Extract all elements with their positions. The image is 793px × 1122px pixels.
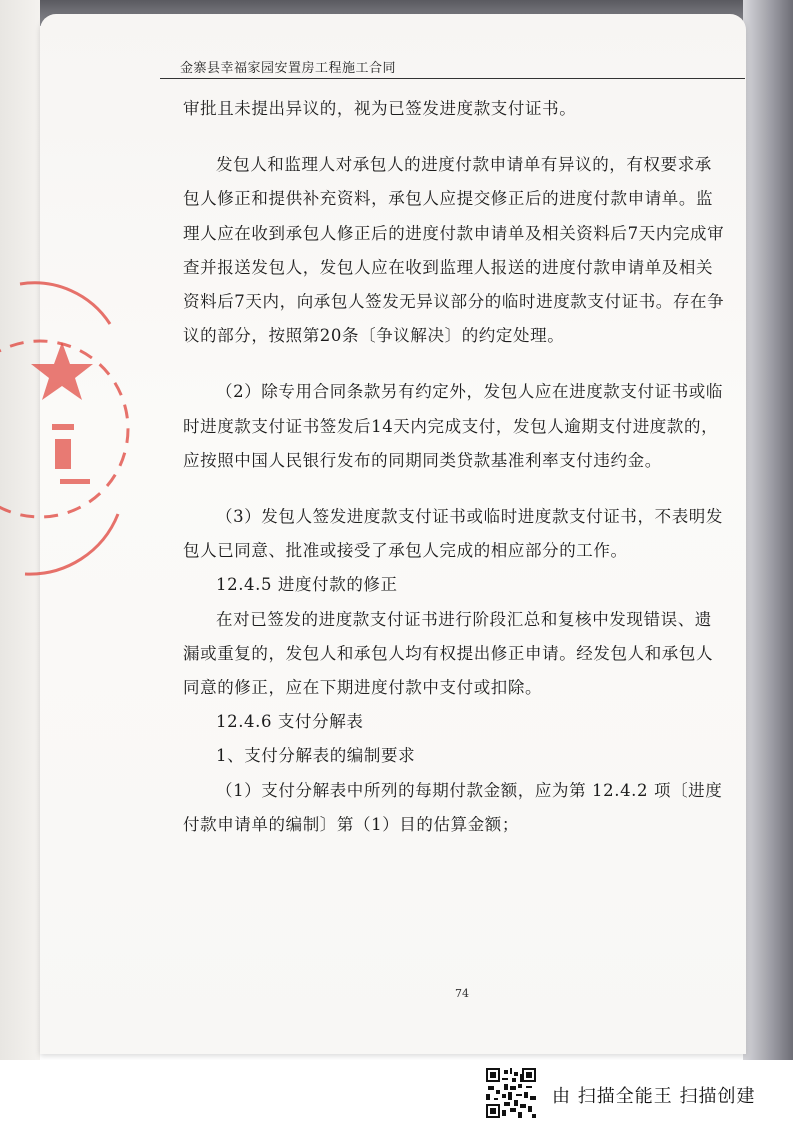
page-number: 74 [455, 987, 469, 1000]
paragraph-spacer [183, 478, 728, 500]
body-paragraph: 在对已签发的进度款支付证书进行阶段汇总和复核中发现错误、遗漏或重复的，发包人和承包人均有权提出修正申请。经发包人和承包人同意的修正，应在下期进度付款中支付或扣除。 [183, 609, 714, 698]
body-paragraph: 1、支付分解表的编制要求 [216, 746, 416, 766]
body-paragraph: 审批且未提出异议的，视为已签发进度款支付证书。 [183, 99, 577, 118]
document-body [183, 92, 728, 842]
body-paragraph: 12.4.5 进度付款的修正 [216, 575, 398, 595]
body-paragraph: （3）发包人签发进度款支付证书或临时进度款支付证书，不表明发包人已同意、批准或接受了承包人完成的相应部分的工作。 [183, 507, 723, 561]
body-paragraph: 发包人和监理人对承包人的进度付款申请单有异议的，有权要求承包人修正和提供补充资料，承包人应提交修正后的进度付款申请单。监理人应在收到承包人修正后的进度付款申请单及相关资料后7天内完成审查并报送发包人，发包人应在收到监理人报送的进度付款申请单及相关资料后7天内，向承包人签发无异议部分的临时进度款支付证书。存在争议的部分，按照第20条〔争议解决〕的约定处理。 [183, 155, 725, 346]
document-header-title: 金寨县幸福家园安置房工程施工合同 [180, 61, 397, 76]
paragraph-spacer [183, 126, 728, 148]
body-paragraph: （2）除专用合同条款另有约定外，发包人应在进度款支付证书或临时进度款支付证书签发后14天内完成支付，发包人逾期支付进度款的，应按照中国人民银行发布的同期同类贷款基准利率支付违约金。 [183, 382, 723, 470]
scan-edge-left [0, 0, 40, 1060]
scanner-watermark-text: 由 扫描全能王 扫描创建 [552, 1086, 756, 1107]
body-paragraph: 12.4.6 支付分解表 [216, 712, 364, 732]
qr-code-icon [486, 1068, 536, 1118]
header-divider [160, 78, 745, 79]
scan-edge-right [743, 0, 793, 1060]
paragraph-spacer [183, 353, 728, 375]
body-paragraph: （1）支付分解表中所列的每期付款金额，应为第 12.4.2 项〔进度付款申请单的编制〕第（1）目的估算金额； [183, 780, 723, 834]
